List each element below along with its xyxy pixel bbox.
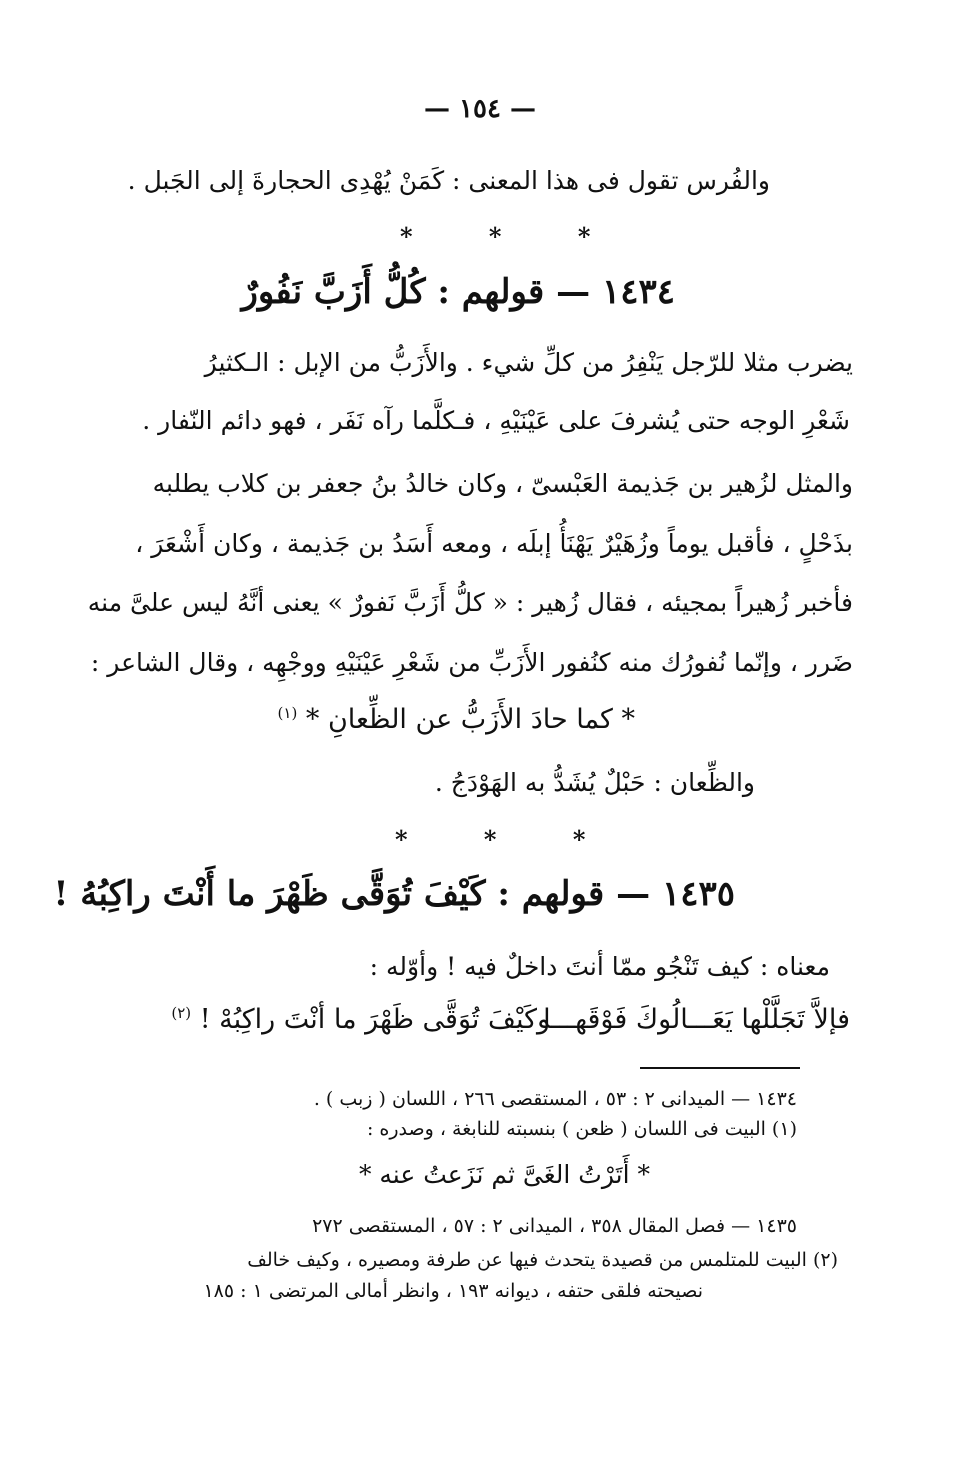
entry-heading-1435: ١٤٣٥ — قولهم : كَيْفَ تُوَقَّى ظَهْرَ ما أَنْتَ راكِبُهُ ! <box>53 874 735 914</box>
verse-line <box>278 704 635 735</box>
entry-heading-1434: ١٤٣٤ — قولهم : كُلُّ أَزَبَّ نَفُورٌ <box>241 272 675 312</box>
verse-text: وكَيْفَ تُوَقَّى ظَهْرَ ما أنْتَ راكِبُهْ ! <box>199 1004 550 1035</box>
intro-line: والفُرس تقول فى هذا المعنى : كَمَنْ يُهْدِى الحجارةَ إلى الجَبل . <box>127 166 770 195</box>
footnote: نصيحته فلقى حتفه ، ديوانه ١٩٣ ، وانظر أمالى المرتضى ١ : ١٨٥ <box>203 1280 703 1302</box>
footnote-source: ١٤٣٤ — الميدانى ٢ : ٥٣ ، المستقصى ٢٦٦ ، اللسان ( زبب ) . <box>313 1088 797 1110</box>
paragraph-line: يضرب مثلا للرّجل يَنْفِرُ من كلِّ شيء . والأَزَبُّ من الإبل : الـكثيرُ <box>204 348 853 377</box>
footnote-verse: * أَتَرْتُ الغَىَّ ثم نَزَعتُ عنه * <box>358 1160 650 1189</box>
paragraph-line: شَعْرِ الوجه حتى يُشرفَ على عَيْنَيْهِ ، فـكلَّما رآه نَفَر ، فهو دائم النّفار . <box>142 406 850 435</box>
page-number: — ١٥٤ — <box>423 94 537 124</box>
verse-text: فإلاَّ تَجَلَّلْها يَعَـــالُوكَ فَوْقَهـــا <box>543 1004 850 1035</box>
section-separator: * * * <box>400 222 625 251</box>
verse-hemistich-left <box>171 1004 550 1035</box>
paragraph-line: والمثل لزُهير بن جَذيمة العَبْسىّ ، وكان خالدُ بنُ جعفر بن كلاب يطلبه <box>152 469 853 498</box>
section-separator: * * * <box>395 825 620 854</box>
footnote-ref: (٢) <box>171 1004 192 1022</box>
footnote-source: ١٤٣٥ — فصل المقال ٣٥٨ ، الميدانى ٢ : ٥٧ ، المستقصى ٢٧٢ <box>312 1215 797 1237</box>
verse-hemistich-right <box>543 1004 850 1035</box>
paragraph-line: ضَرر ، وإنّما نُفورُك منه كنُفور الأَزَبِّ من شَعْرِ عَيْنَيْهِ ووجْهِه ، وقال الشاعر : <box>90 648 853 677</box>
paragraph-line: فأخبر زُهيراً بمجيئه ، فقال زُهير : « كلُّ أَزَبَّ نَفورٌ » يعنى أنَّهُ ليس علىَّ منه <box>87 588 853 617</box>
footnote-divider <box>640 1067 800 1069</box>
footnote: (١) البيت فى اللسان ( ظعن ) بنسبته للنابغة ، وصدره : <box>366 1118 797 1140</box>
meaning-line: معناه : كيف تَنْجُو ممّا أنتَ داخلٌ فيه ! وأوّله : <box>369 952 830 981</box>
footnote: (٢) البيت للمتلمس من قصيدة يتحدث فيها عن طرفة ومصيره ، وكيف خالف <box>247 1249 838 1271</box>
footnote-ref: (١) <box>277 704 298 722</box>
verse-text: * كما حادَ الأَزَبُّ عن الظِّعانِ * <box>305 704 635 735</box>
gloss-line: والظِّعان : حَبْلٌ يُشَدُّ به الهَوْدَجُ . <box>434 768 755 797</box>
paragraph-line: بذَحْلٍ ، فأقبل يوماً وزُهَيْرٌ يَهْنَأُ إبلَه ، ومعه أَسَدُ بن جَذيمة ، وكان أَشْعَرَ ، <box>135 529 853 558</box>
